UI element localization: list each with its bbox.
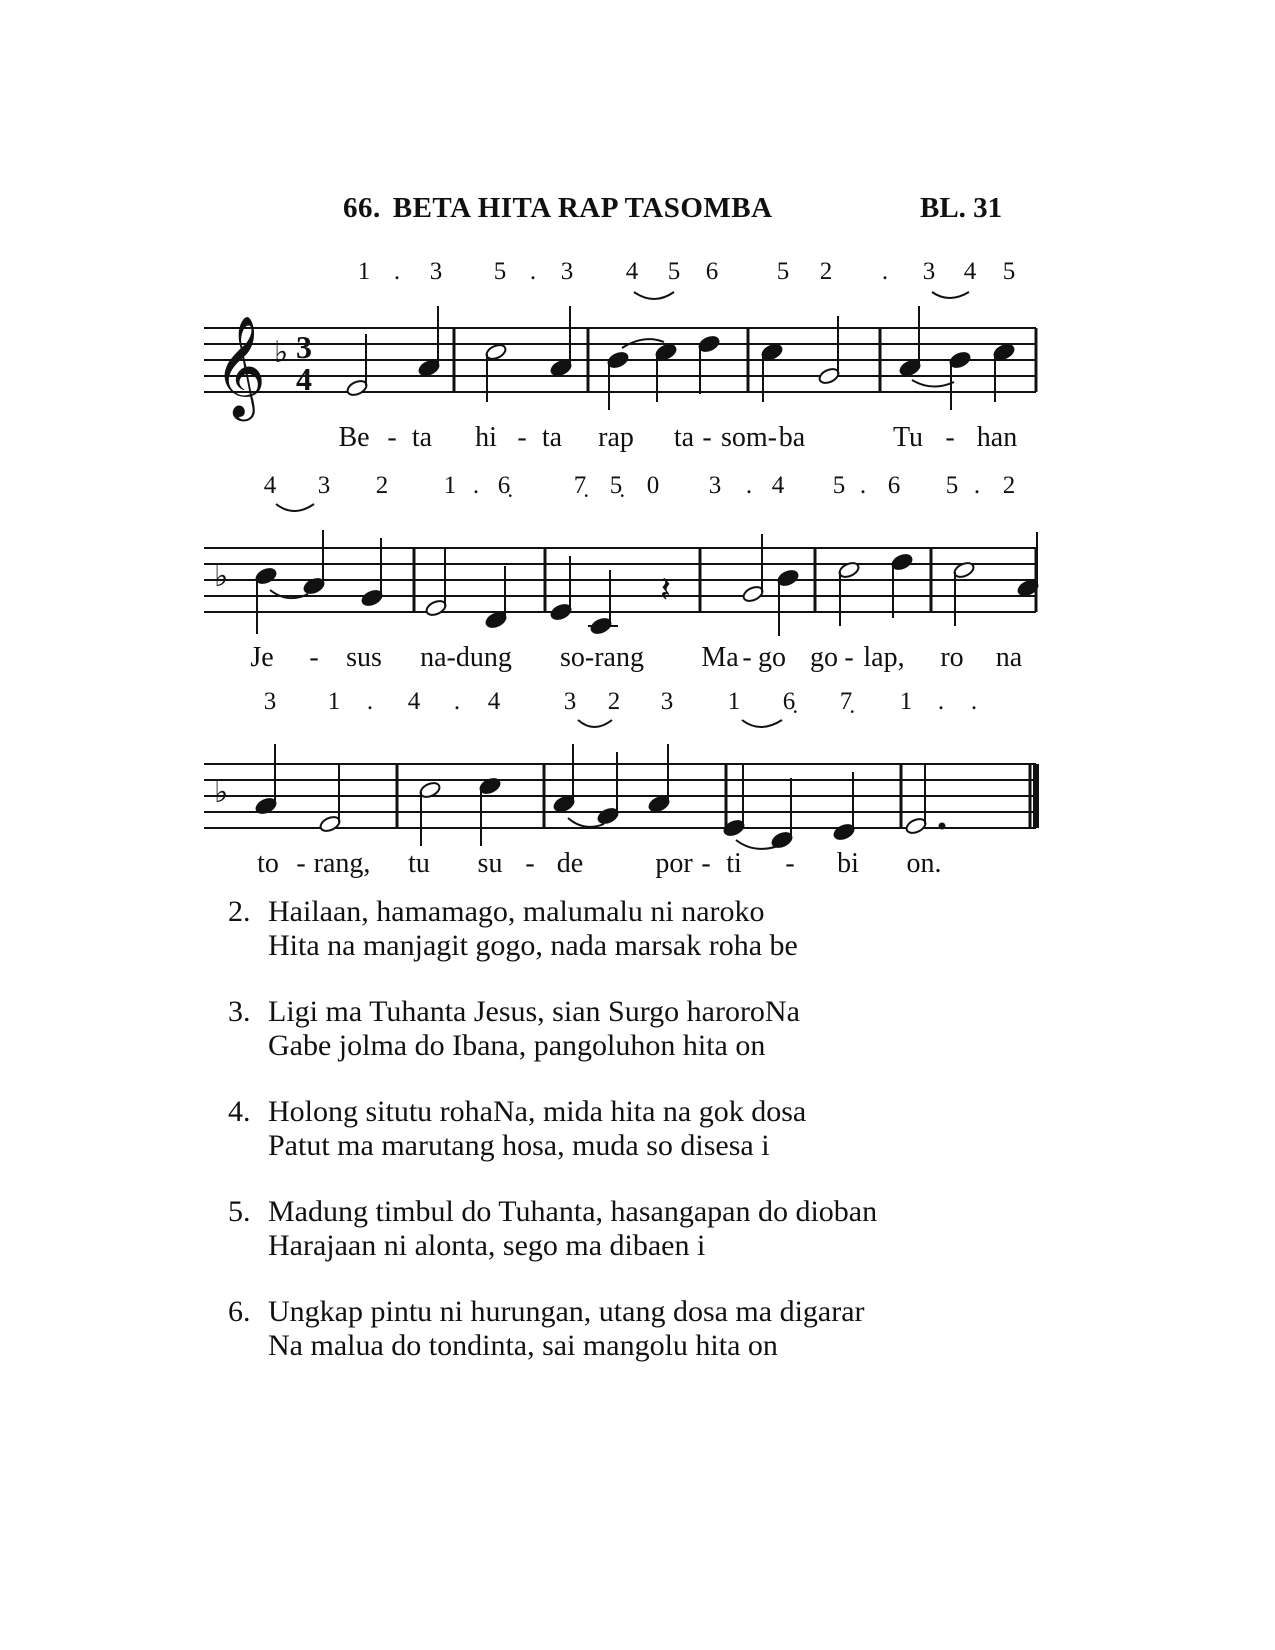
hymn-reference: BL. 31 [920,192,1003,224]
lyric-hyphen: - [945,422,955,453]
verse-line: Hita na manjagit gogo, nada marsak roha be [268,929,798,962]
lyric-syllable: go [810,642,838,673]
lyric-syllable: som- [721,422,777,453]
solfa-number: 2 [1002,472,1016,499]
solfa-dot: . [970,688,978,715]
verse-number: 5. [228,1195,251,1228]
solfa-number: 6 [887,472,901,499]
verse-6 [228,1295,877,1363]
lyrics-row [204,848,1040,884]
lyric-syllable: Je [250,642,274,673]
solfa-number: 7̣ [573,472,587,499]
lyric-hyphen: - [525,848,535,879]
staff-1 [204,298,1040,418]
lyric-syllable: bi [837,848,859,879]
lyrics-row [204,642,1040,678]
lyric-syllable: han [976,422,1018,453]
lyric-hyphen: - [785,848,795,879]
lyric-syllable: ta [673,422,695,453]
lyric-hyphen: - [742,642,752,673]
lyric-hyphen: - [701,848,711,879]
solfa-number: 1 [327,688,341,715]
solfa-number: 3 [660,688,674,715]
solfa-numbers-row [204,258,1040,294]
verse-line: Ligi ma Tuhanta Jesus, sian Surgo haroroNa [268,995,800,1028]
solfa-dot: . [393,258,401,285]
verse-line: Gabe jolma do Ibana, pangoluhon hita on [268,1029,766,1062]
lyric-syllable: ta [411,422,433,453]
solfa-number: 4 [263,472,277,499]
flat-icon: ♭ [214,775,229,810]
solfa-number: 3 [317,472,331,499]
solfa-number: 5 [945,472,959,499]
verse-line: Holong situtu rohaNa, mida hita na gok dosa [268,1095,807,1128]
solfa-dot: . [937,688,945,715]
lyric-syllable: ba [778,422,806,453]
flat-icon: ♭ [274,335,289,370]
hymn-name: BETA HITA RAP TASOMBA [392,192,773,224]
solfa-number: 6̣ [497,472,511,499]
verse-number: 3. [228,995,251,1028]
solfa-number: 4 [771,472,785,499]
verse-number: 4. [228,1095,251,1128]
lyric-hyphen: - [309,642,319,673]
lyric-hyphen: - [702,422,712,453]
solfa-dot: . [366,688,374,715]
verse-line: Na malua do tondinta, sai mangolu hita on [268,1329,778,1362]
lyric-syllable: hi [475,422,497,453]
lyric-syllable: ro [940,642,964,673]
solfa-number: 5 [832,472,846,499]
verse-2 [228,895,877,963]
lyric-syllable: de [556,848,584,879]
staff-3 [204,728,1040,858]
verse-line: Patut ma marutang hosa, muda so disesa i [268,1129,770,1162]
solfa-number: 1 [357,258,371,285]
flat-icon: ♭ [214,559,229,594]
lyric-hyphen: - [844,642,854,673]
verse-4 [228,1095,877,1163]
solfa-number: 6̣ [782,688,796,715]
solfa-number: 2 [375,472,389,499]
lyric-hyphen: - [296,848,306,879]
lyric-syllable: tu [408,848,430,879]
solfa-number: 4 [407,688,421,715]
quarter-rest-icon: 𝄽 [660,570,672,611]
solfa-dot: . [859,472,867,499]
solfa-number: 1 [443,472,457,499]
solfa-number: 6 [705,258,719,285]
verse-5 [228,1195,877,1263]
treble-clef-icon: 𝄞 [214,314,267,417]
verse-line: Madung timbul do Tuhanta, hasangapan do dioban [268,1195,878,1228]
lyric-syllable: na [995,642,1023,673]
solfa-numbers-row [204,472,1040,508]
lyric-syllable: to [257,848,279,879]
solfa-number: 1 [899,688,913,715]
solfa-number: 3 [560,258,574,285]
svg-text:4: 4 [296,361,312,397]
solfa-dot: . [529,258,537,285]
solfa-number: 3 [429,258,443,285]
hymn-number: 66. [343,192,381,224]
solfa-number: 5 [667,258,681,285]
lyric-syllable: Be [338,422,370,453]
solfa-number: 5̣ [609,472,623,499]
solfa-numbers-row [204,688,1040,724]
staff-2 [204,512,1040,642]
lyric-syllable: Ma [701,642,739,673]
solfa-number: 0 [646,472,660,499]
lyric-syllable: so-rang [560,642,644,673]
lyric-syllable: ti [726,848,742,879]
verse-line: Hailaan, hamamago, malumalu ni naroko [268,895,765,928]
solfa-dot: . [745,472,753,499]
lyric-syllable: ta [541,422,563,453]
lyric-syllable: rang, [313,848,371,879]
verse-line: Harajaan ni alonta, sego ma dibaen i [268,1229,706,1262]
music-system-2 [204,472,1040,673]
solfa-dot: . [453,688,461,715]
solfa-number: 5 [1002,258,1016,285]
solfa-number: 2 [607,688,621,715]
solfa-dot: . [973,472,981,499]
time-signature: 3 [296,329,312,365]
solfa-number: 4 [625,258,639,285]
solfa-number: 5 [493,258,507,285]
solfa-number: 3 [922,258,936,285]
lyric-syllable: su [477,848,503,879]
lyric-syllable: go [758,642,786,673]
solfa-number: 4 [487,688,501,715]
lyric-syllable: por [655,848,693,879]
solfa-number: 4 [963,258,977,285]
hymn-title [343,192,773,225]
lyric-hyphen: - [387,422,397,453]
verses-list [228,895,877,1395]
verse-line: Ungkap pintu ni hurungan, utang dosa ma digarar [268,1295,865,1328]
solfa-dot: . [881,258,889,285]
lyric-syllable: lap, [863,642,905,673]
solfa-dot: . [472,472,480,499]
lyric-syllable: na-dung [420,642,512,673]
lyric-syllable: on. [906,848,942,879]
solfa-number: 1 [727,688,741,715]
verse-number: 2. [228,895,251,928]
verse-3 [228,995,877,1063]
solfa-number: 3 [708,472,722,499]
lyric-hyphen: - [517,422,527,453]
solfa-number: 3 [563,688,577,715]
solfa-number: 2 [819,258,833,285]
lyric-syllable: Tu [892,422,924,453]
lyric-syllable: sus [346,642,382,673]
lyric-syllable: rap [598,422,634,453]
solfa-number: 5 [776,258,790,285]
music-system-3 [204,688,1040,879]
music-system-1 [204,258,1040,453]
lyrics-row [204,422,1040,458]
verse-number: 6. [228,1295,251,1328]
solfa-number: 7̣ [839,688,853,715]
solfa-number: 3 [263,688,277,715]
